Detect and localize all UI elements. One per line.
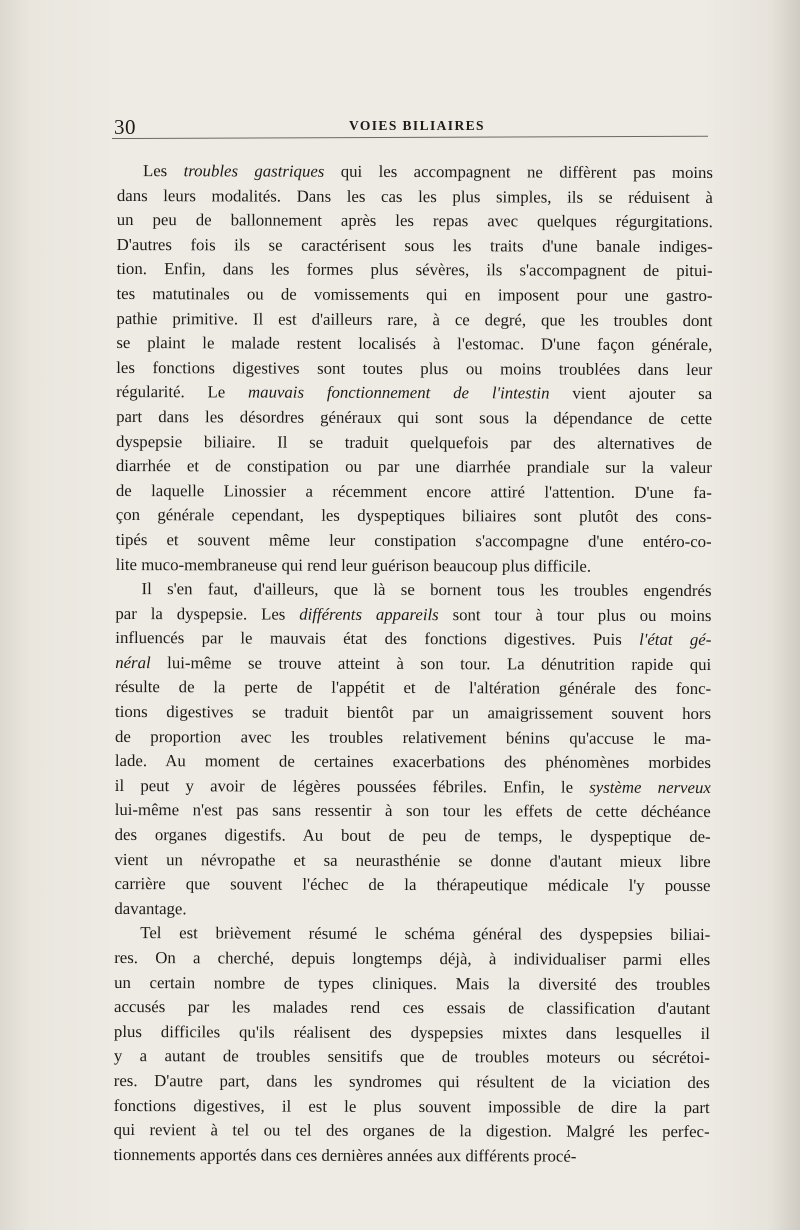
text-segment: diarrhée et de constipation ou par une diarrhée prandiale sur la valeur [115, 456, 712, 478]
text-line [114, 1044, 710, 1071]
body-text [113, 159, 713, 1169]
italic-phrase: troubles gastriques [183, 161, 325, 181]
italic-phrase: différents appareils [299, 604, 439, 624]
text-segment: les fonctions digestives sont toutes plus ou moins troublées dans leur [116, 357, 713, 379]
text-line [115, 823, 711, 850]
text-segment: res. D'autre part, dans les syndromes qui résultent de la viciation des [113, 1070, 710, 1093]
text-segment: part dans les désordres généraux qui sont sous la dépendance de cette [116, 406, 713, 429]
text-segment: vient ajouter sa [549, 383, 713, 404]
text-segment: dans leurs modalités. Dans les cas les plus simples, ils se réduisent à [116, 185, 713, 207]
text-line [116, 380, 712, 407]
text-line [115, 602, 711, 629]
text-line [117, 257, 713, 284]
text-segment: régularité. Le [116, 382, 249, 402]
text-segment: se plaint le malade restent localisés à l'estomac. D'une façon générale, [116, 333, 713, 355]
text-line [116, 405, 712, 432]
text-segment: tion. Enfin, dans les formes plus sévères, ils s'accompagnent de pitui- [116, 259, 713, 281]
text-segment: lite muco-membraneuse qui rend leur guérison beaucoup plus difficile. [115, 554, 592, 576]
italic-phrase: mauvais fonctionnement de l'intestin [248, 382, 550, 403]
text-line [114, 1069, 710, 1096]
text-segment: lui-même n'est pas sans ressentir à son tour les effets de cette déchéance [114, 800, 711, 822]
text-segment: D'autres fois ils se caractérisent sous les traits d'une banale indiges- [116, 234, 713, 256]
text-segment: fonctions digestives, il est le plus souvent impossible de dire la part [113, 1095, 710, 1117]
text-line [114, 921, 710, 948]
text-line [114, 946, 710, 973]
text-segment: davantage. [114, 898, 187, 919]
text-segment: lade. Au moment de certaines exacerbations des phénomènes morbides [114, 751, 711, 773]
text-line [117, 208, 713, 235]
text-segment: Il s'en faut, d'ailleurs, que là se bornent tous les troubles engendrés [141, 579, 712, 601]
text-line [116, 282, 712, 309]
text-segment: plus difficiles qu'ils réalisent des dyspepsies mixtes dans lesquelles il [113, 1021, 710, 1043]
text-line [115, 798, 711, 825]
text-segment: influencés par le mauvais état des fonctions digestives. Puis [115, 628, 640, 650]
text-line [117, 233, 713, 260]
text-line [116, 479, 712, 506]
text-segment: tionnements apportés dans ces dernières années aux différents procé- [113, 1144, 577, 1166]
text-segment: accusés par les malades rend ces essais de classification d'autant [114, 997, 711, 1019]
text-line [116, 503, 712, 530]
text-line [115, 848, 711, 875]
text-line [115, 626, 711, 653]
text-segment: il peut y avoir de légères poussées fébriles. Enfin, le [114, 775, 590, 797]
text-segment: vient un névropathe et sa neurasthénie se donne d'autant mieux libre [114, 849, 711, 871]
text-segment: pathie primitive. Il est d'ailleurs rare, à ce degré, que les troubles dont [116, 308, 713, 330]
text-line [117, 159, 713, 186]
text-line [115, 700, 711, 727]
text-segment: Tel est brièvement résumé le schéma général des dyspepsies biliai- [140, 923, 711, 945]
text-line [114, 1020, 710, 1047]
text-line [116, 552, 712, 579]
text-line [116, 331, 712, 358]
text-segment: çon générale cependant, les dyspeptiques biliaires sont plutôt des cons- [115, 505, 712, 527]
text-line [114, 995, 710, 1022]
text-line [115, 774, 711, 801]
text-segment: tes matutinales ou de vomissements qui en imposent pour une gastro- [116, 283, 713, 306]
text-segment: un peu de ballonnement après les repas avec quelques régurgitations. [116, 210, 713, 232]
text-line [115, 749, 711, 776]
paragraph [114, 577, 711, 923]
text-line [116, 307, 712, 334]
text-line [115, 725, 711, 752]
text-segment: sont tour à tour plus ou moins [438, 604, 712, 625]
text-line [115, 651, 711, 678]
text-line [114, 872, 710, 899]
paragraph [113, 921, 710, 1169]
text-segment: qui les accompagnent ne diffèrent pas moins [324, 161, 713, 183]
text-segment: res. On a cherché, depuis longtemps déjà, à individualiser parmi elles [114, 947, 711, 970]
text-line [116, 356, 712, 383]
page-number: 30 [114, 115, 136, 139]
text-line [116, 430, 712, 457]
text-line [116, 454, 712, 481]
text-segment: un certain nombre de types cliniques. Mais la diversité des troubles [114, 972, 711, 994]
text-segment: Les [142, 161, 184, 181]
text-line [114, 1118, 710, 1145]
text-segment: par la dyspepsie. Les [115, 603, 300, 624]
text-segment: tions digestives se traduit bientôt par un amaigrissement souvent hors [115, 702, 712, 724]
running-title: VOIES BILIAIRES [349, 118, 485, 133]
text-segment: des organes digestifs. Au bout de peu de temps, le dyspeptique de- [114, 825, 711, 847]
text-segment: de proportion avec les troubles relativement bénins qu'accuse le ma- [114, 726, 712, 748]
text-line [114, 971, 710, 998]
text-segment: qui revient à tel ou tel des organes de la digestion. Malgré les perfec- [113, 1120, 710, 1142]
text-segment: carrière que souvent l'échec de la thérapeutique médicale l'y pousse [114, 874, 711, 896]
paragraph [116, 159, 713, 579]
italic-phrase: néral [115, 652, 151, 672]
text-segment: lui-même se trouve atteint à son tour. La dénutrition rapide qui [150, 652, 712, 674]
text-segment: dyspepsie biliaire. Il se traduit quelquefois par des alternatives de [115, 431, 713, 453]
italic-phrase: système nerveux [589, 777, 711, 797]
text-line [113, 1143, 709, 1170]
text-segment: de laquelle Linossier a récemment encore attiré l'attention. D'une fa- [115, 480, 712, 502]
text-segment: résulte de la perte de l'appétit et de l'altération générale des fonc- [115, 677, 712, 699]
text-line [116, 528, 712, 555]
text-line [115, 675, 711, 702]
text-line [114, 1094, 710, 1121]
text-segment: tipés et souvent même leur constipation s'accompagne d'une entéro-co- [115, 529, 712, 551]
text-line [114, 897, 710, 924]
text-line [115, 577, 711, 604]
italic-phrase: l'état gé- [639, 630, 712, 650]
text-segment: y a autant de troubles sensitifs que de troubles moteurs ou sécrétoi- [113, 1046, 710, 1068]
text-line [117, 184, 713, 211]
